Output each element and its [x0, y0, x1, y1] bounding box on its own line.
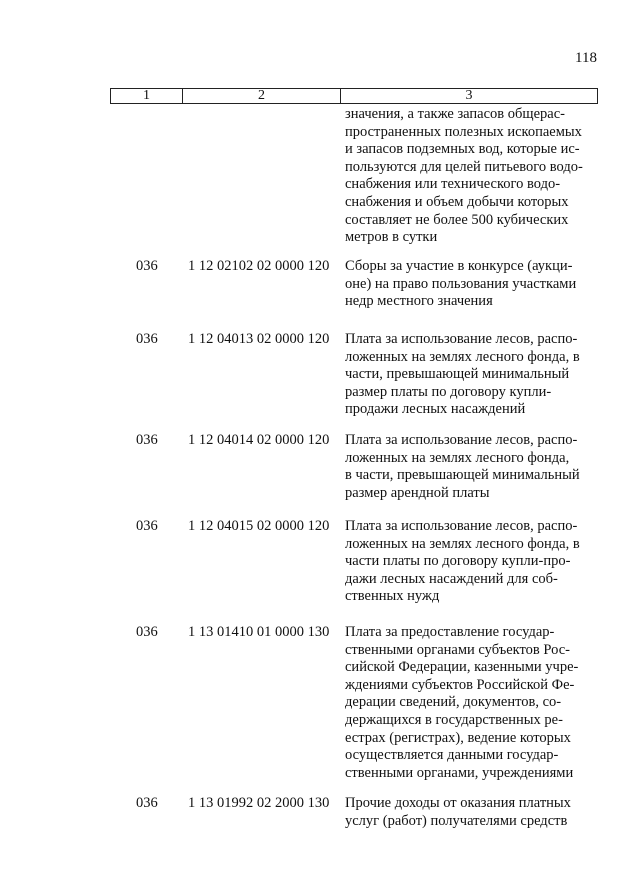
- text-line: Плата за использование лесов, распо-: [345, 331, 578, 347]
- text-line: Плата за использование лесов, распо-: [345, 432, 578, 448]
- text-line: части платы по договору купли-про-: [345, 553, 571, 570]
- page-number: 118: [575, 50, 597, 66]
- text-line: сийской Федерации, казенными учре-: [345, 659, 579, 676]
- budget-code: 1 12 02102 02 0000 120: [188, 258, 330, 274]
- text-line: размер платы по договору купли-: [345, 383, 552, 400]
- text-line: ственными органами, учреждениями: [345, 764, 574, 781]
- income-description: [345, 518, 593, 606]
- text-line: Плата за предоставление государ-: [345, 624, 555, 640]
- text-line: части, превышающей минимальный: [345, 366, 570, 383]
- text-line: снабжения или технического водо-: [345, 176, 561, 193]
- text-line: ложенных на землях лесного фонда, в: [345, 348, 580, 365]
- budget-code: 1 13 01992 02 2000 130: [188, 795, 330, 811]
- admin-code: 036: [136, 518, 158, 534]
- text-line: ложенных на землях лесного фонда, в: [345, 535, 580, 552]
- header-col-2: 2: [183, 89, 341, 103]
- text-line: ждениями субъектов Российской Фе-: [345, 676, 575, 693]
- header-col-1: 1: [111, 89, 183, 103]
- admin-code: 036: [136, 432, 158, 448]
- admin-code: 036: [136, 331, 158, 347]
- admin-code: 036: [136, 258, 158, 274]
- income-description: [345, 432, 593, 502]
- text-line: ложенных на землях лесного фонда,: [345, 449, 570, 466]
- text-line: снабжения и объем добычи которых: [345, 193, 569, 210]
- text-line: и запасов подземных вод, которые ис-: [345, 141, 580, 158]
- text-line: ственными органами субъектов Рос-: [345, 641, 570, 658]
- text-line: пользуются для целей питьевого водо-: [345, 158, 583, 175]
- admin-code: 036: [136, 624, 158, 640]
- text-line: метров в сутки: [345, 229, 438, 246]
- income-description: [345, 258, 593, 311]
- text-line: естрах (регистрах), ведение которых: [345, 729, 571, 746]
- text-line: держащихся в государственных ре-: [345, 711, 563, 728]
- text-line: Сборы за участие в конкурсе (аукци-: [345, 258, 573, 274]
- admin-code: 036: [136, 795, 158, 811]
- budget-code: 1 12 04014 02 0000 120: [188, 432, 330, 448]
- text-line: значения, а также запасов общерас-: [345, 106, 565, 122]
- budget-code: 1 12 04015 02 0000 120: [188, 518, 330, 534]
- text-line: осуществляется данными государ-: [345, 747, 559, 764]
- text-line: Прочие доходы от оказания платных: [345, 795, 571, 811]
- text-line: пространенных полезных ископаемых: [345, 123, 582, 140]
- budget-code: 1 13 01410 01 0000 130: [188, 624, 330, 640]
- text-line: оне) на право пользования участками: [345, 275, 577, 292]
- text-line: размер арендной платы: [345, 484, 490, 501]
- text-line: Плата за использование лесов, распо-: [345, 518, 578, 534]
- text-line: недр местного значения: [345, 293, 493, 310]
- income-description: [345, 331, 593, 419]
- text-line: ственных нужд: [345, 588, 440, 605]
- income-description: [345, 624, 593, 782]
- header-col-3: 3: [465, 88, 473, 103]
- text-line: дажи лесных насаждений для соб-: [345, 570, 558, 587]
- text-line: продажи лесных насаждений: [345, 401, 526, 418]
- text-line: услуг (работ) получателями средств: [345, 812, 568, 829]
- text-line: в части, превышающей минимальный: [345, 467, 580, 484]
- text-line: составляет не более 500 кубических: [345, 211, 569, 228]
- budget-code: 1 12 04013 02 0000 120: [188, 331, 330, 347]
- continuation-text: [345, 106, 593, 247]
- income-description: [345, 795, 593, 830]
- table-header: [110, 88, 598, 104]
- text-line: дерации сведений, документов, со-: [345, 694, 562, 711]
